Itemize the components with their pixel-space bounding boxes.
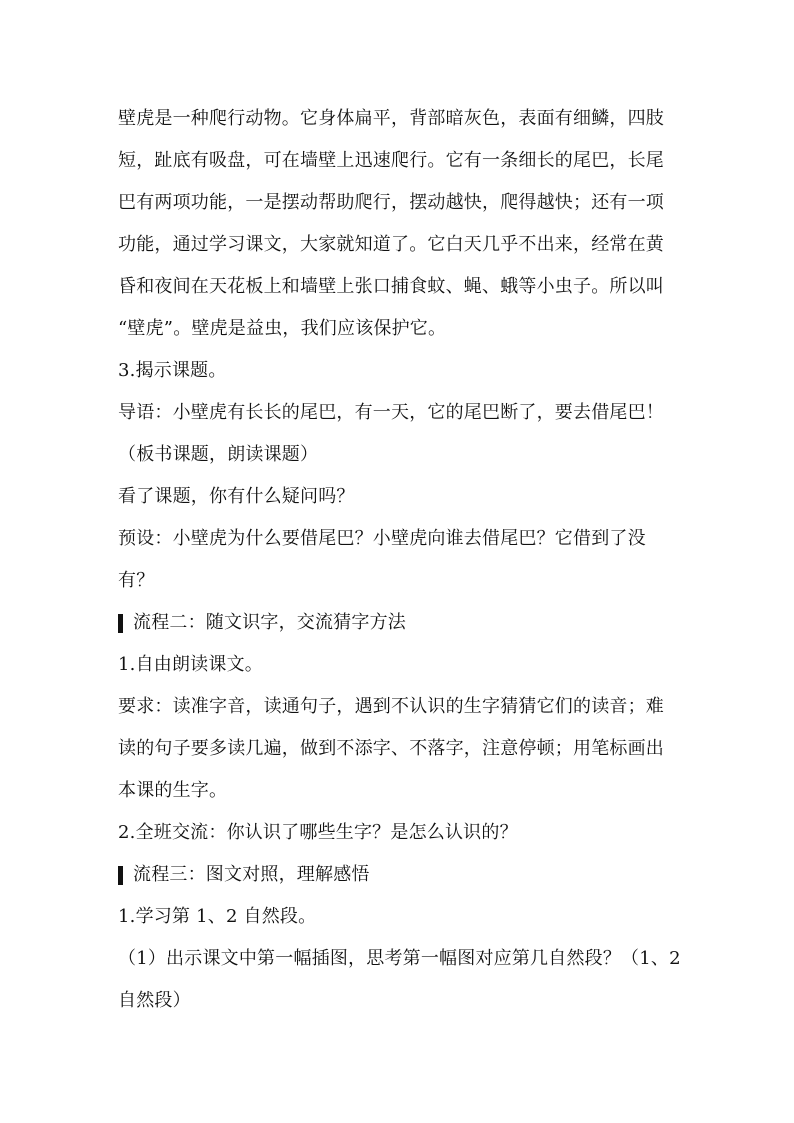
question-text: 看了课题，你有什么疑问吗？ [118, 486, 355, 507]
sub-item-line: （1）出示课文中第一幅插图，思考第一幅图对应第几自然段？（1、2 [118, 948, 681, 969]
flow-2-heading-text: 流程二：随文识字，交流猜字方法 [133, 612, 406, 633]
flow-3-item-1: 1.学习第 1、2 自然段。 [118, 906, 317, 927]
requirement-line: 读的句子要多读几遍，做到不添字、不落字，注意停顿；用笔标画出 [118, 738, 664, 759]
paragraph-line: 壁虎是一种爬行动物。它身体扁平，背部暗灰色，表面有细鳞，四肢 [118, 108, 664, 129]
paragraph-line: “壁虎”。壁虎是益虫，我们应该保护它。 [118, 318, 447, 339]
flow-2-item-1: 1.自由朗读课文。 [118, 654, 263, 675]
sub-item-line: 自然段） [118, 990, 191, 1011]
paragraph-line: 巴有两项功能，一是摆动帮助爬行，摆动越快，爬得越快；还有一项 [118, 192, 664, 213]
flow-3-heading [118, 854, 684, 896]
heading-bar-icon [118, 614, 123, 633]
heading-bar-icon [118, 866, 123, 885]
flow-3-heading-text: 流程三：图文对照，理解感悟 [133, 864, 370, 885]
preset-line: 预设：小壁虎为什么要借尾巴？小壁虎向谁去借尾巴？它借到了没 [118, 528, 646, 549]
guide-text: 导语：小壁虎有长长的尾巴，有一天，它的尾巴断了，要去借尾巴！ [118, 402, 664, 423]
flow-2-item-2: 2.全班交流：你认识了哪些生字？是怎么认识的？ [118, 822, 518, 843]
preset-line: 有？ [118, 570, 155, 591]
paragraph-line: 短，趾底有吸盘，可在墙壁上迅速爬行。它有一条细长的尾巴，长尾 [118, 150, 664, 171]
flow-2-heading [118, 602, 684, 644]
board-note: （板书课题，朗读课题） [118, 444, 319, 465]
step-3-title: 3.揭示课题。 [118, 360, 227, 381]
paragraph-line: 昏和夜间在天花板上和墙壁上张口捕食蚊、蝇、蛾等小虫子。所以叫 [118, 276, 664, 297]
document-page [118, 98, 684, 1022]
paragraph-line: 功能，通过学习课文，大家就知道了。它白天几乎不出来，经常在黄 [118, 234, 664, 255]
requirement-line: 本课的生字。 [118, 780, 228, 801]
requirement-line: 要求：读准字音，读通句子，遇到不认识的生字猜猜它们的读音；难 [118, 696, 664, 717]
intro-paragraph [118, 98, 684, 350]
